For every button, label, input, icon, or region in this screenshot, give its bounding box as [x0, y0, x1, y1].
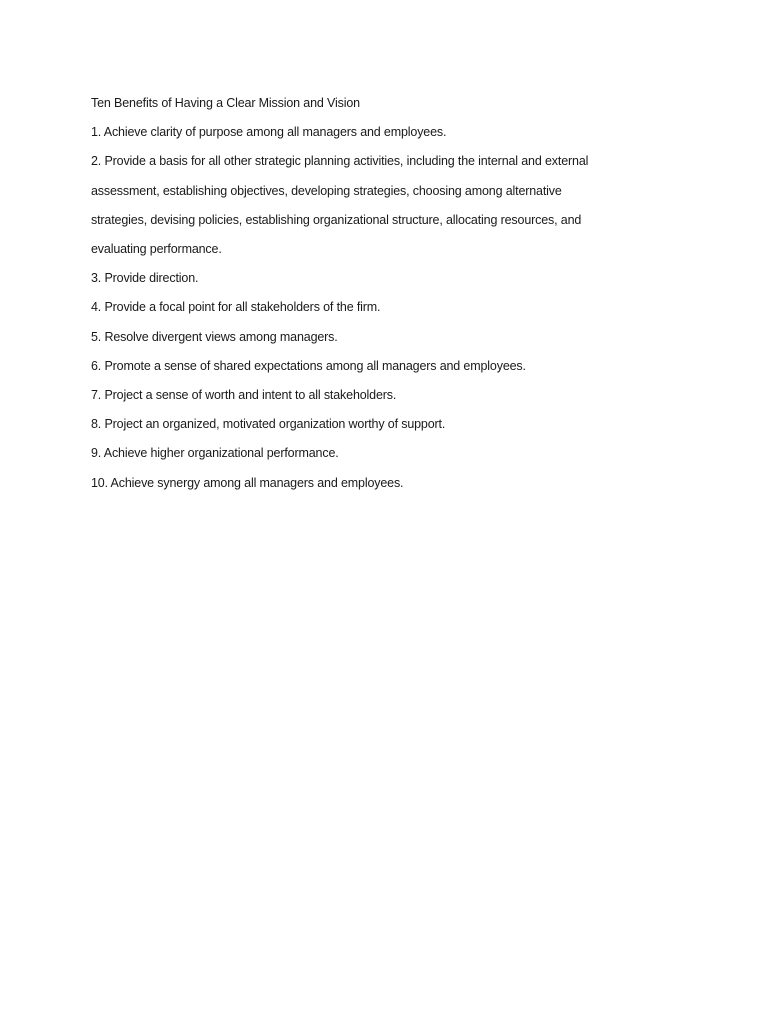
benefit-item-4: 4. Provide a focal point for all stakeholders of the firm.: [91, 300, 381, 315]
benefit-item-2-line-4: evaluating performance.: [91, 242, 222, 257]
benefit-item-5: 5. Resolve divergent views among managers.: [91, 329, 338, 344]
benefit-item-3: 3. Provide direction.: [91, 271, 199, 286]
benefit-item-7: 7. Project a sense of worth and intent to all stakeholders.: [91, 388, 397, 403]
document-title: Ten Benefits of Having a Clear Mission and Vision: [91, 96, 360, 110]
benefit-item-9: 9. Achieve higher organizational performance.: [91, 446, 339, 461]
benefit-item-8: 8. Project an organized, motivated organization worthy of support.: [91, 417, 446, 432]
document-body: [91, 89, 651, 498]
benefit-item-2-line-2: assessment, establishing objectives, developing strategies, choosing among alternative: [91, 183, 562, 198]
benefit-item-6: 6. Promote a sense of shared expectations among all managers and employees.: [91, 358, 526, 373]
benefit-item-10: 10. Achieve synergy among all managers and employees.: [91, 475, 404, 490]
benefit-item-2-line-3: strategies, devising policies, establishing organizational structure, allocating resources, and: [91, 212, 582, 227]
benefit-item-2-line-1: 2. Provide a basis for all other strategic planning activities, including the internal and external: [91, 154, 589, 169]
benefit-item-1: 1. Achieve clarity of purpose among all managers and employees.: [91, 125, 447, 140]
